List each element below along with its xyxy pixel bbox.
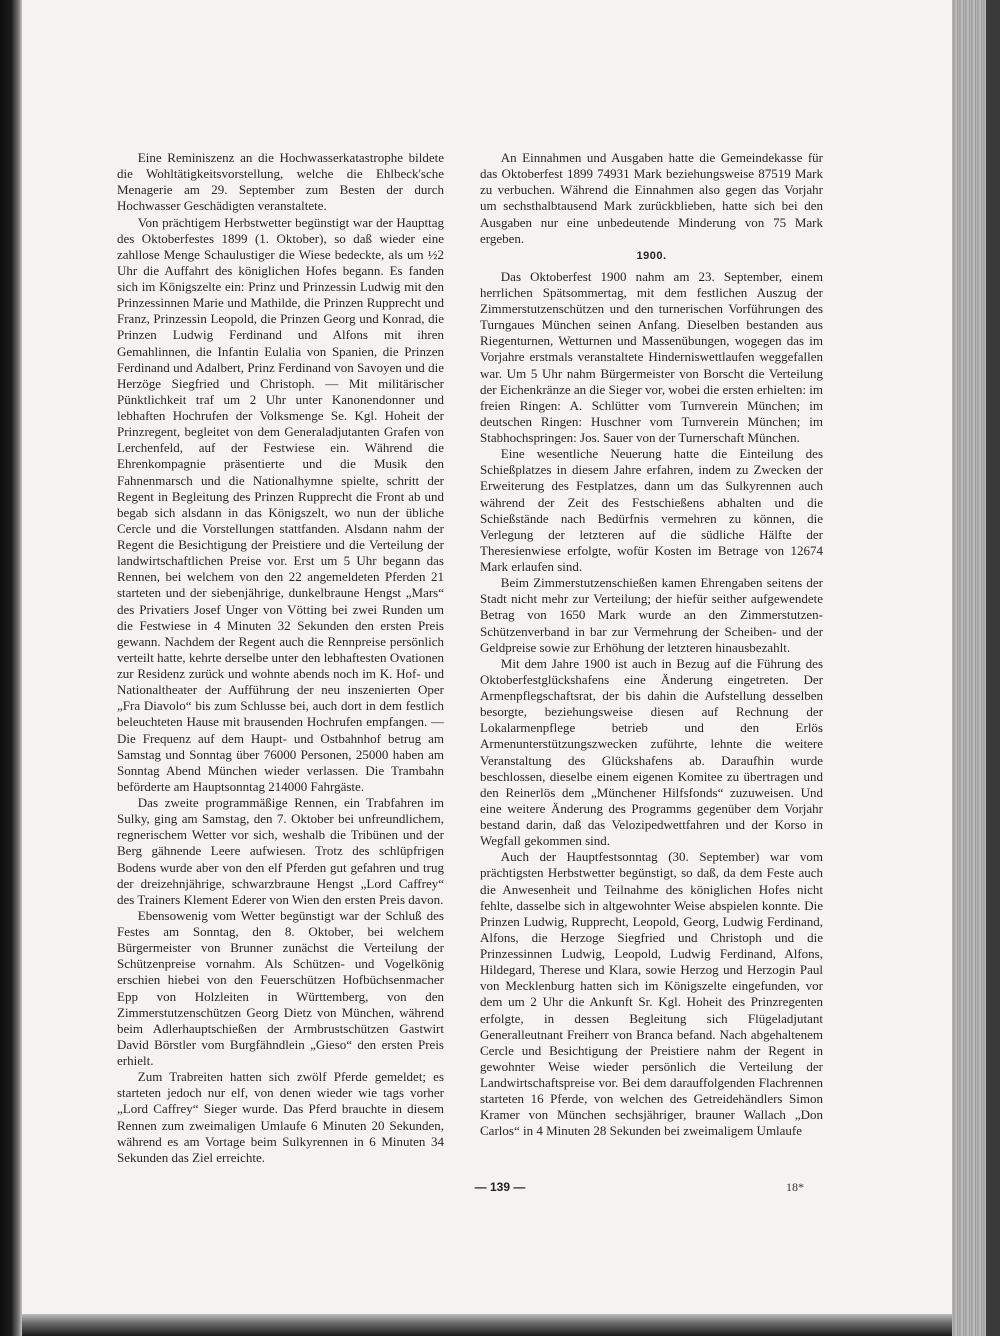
paragraph: Auch der Hauptfestsonntag (30. September) war vom prächtigsten Herbstwetter begünstigt, so daß, da dem Feste auch die Anwesenheit und Teilnahme des königlichen Hofes nicht fehlte, dasselbe sich in altgewohnter Weise abspielen konnte. Die Prinzen Ludwig, Rupprecht, Leopold, Georg, Ludwig Ferdinand, Alfons, die Herzoge Siegfried und Christoph und die Prinzessinnen Ludwig, Leopold, Ludwig Ferdinand, Alfons, Hildegard, Therese und Klara, sowie Herzog und Herzogin Paul von Mecklenburg hatten sich im Königszelte eingefunden, vor dem um 2 Uhr die Ankunft Sr. Kgl. Hoheit des Prinzregenten erfolgte, in dessen Begleitung sich Flügeladjutant Generalleutnant Freiherr von Branca befand. Nach abgehaltenem Cercle und Besichtigung der Preistiere nahm der Regent in gewohnter Weise wieder persönlich die Verteilung der Landwirtschaftspreise vor. Bei dem darauffolgenden Flachrennen starteten 16 Pferde, von welchen des Getreidehändlers Simon Kramer von München sechsjähriger, brauner Wallach „Don Carlos“ in 4 Minuten 28 Sekunden bei zweimaligem Umlaufe [480, 849, 823, 1139]
right-text-column [480, 150, 823, 1140]
signature-mark: 18* [786, 1180, 804, 1194]
binding-edge [0, 0, 22, 1336]
paragraph: Das zweite programmäßige Rennen, ein Trabfahren im Sulky, ging am Samstag, den 7. Oktober bei unfreundlichem, regnerischem Wetter vor sich, weshalb die Tribünen und der Berg gähnende Leere aufwiesen. Trotz des schlüpfrigen Bodens wurde aber von den elf Pferden gut gefahren und trug der dreizehnjährige, schwarzbraune Hengst „Lord Caffrey“ des Trainers Klement Ederer von Wien den ersten Preis davon. [117, 795, 444, 907]
paragraph: Eine Reminiszenz an die Hochwasserkatastrophe bildete die Wohltätigkeitsvorstellung, welche die Ehlbeck'sche Menagerie am 29. September zum Besten der durch Hochwasser Geschädigten veranstaltete. [117, 150, 444, 214]
left-text-column [117, 150, 444, 1166]
paragraph: Zum Trabreiten hatten sich zwölf Pferde gemeldet; es starteten jedoch nur elf, von denen wieder wie tags vorher „Lord Caffrey“ Sieger wurde. Das Pferd brauchte in diesem Rennen zum zweimaligen Umlaufe 6 Minuten 20 Sekunden, während es am Vortage beim Sulkyrennen in 6 Minuten 34 Sekunden das Ziel erreichte. [117, 1069, 444, 1165]
paragraph: Von prächtigem Herbstwetter begünstigt war der Haupttag des Oktoberfestes 1899 (1. Oktober), so daß wieder eine zahllose Menge Schaulustiger die Wiese bedeckte, als um ½2 Uhr die Auffahrt des königlichen Hofes begann. Es fanden sich im Königszelte ein: Prinz und Prinzessin Ludwig mit den Prinzessinnen Marie und Mathilde, die Prinzen Rupprecht und Franz, Prinzessin Leopold, die Prinzen Georg und Konrad, die Prinzen Ludwig Ferdinand und Alfons mit ihren Gemahlinnen, die Infantin Eulalia von Spanien, die Prinzen Ferdinand und Adalbert, Prinz Ferdinand von Savoyen und die Herzöge Siegfried und Christoph. — Mit militärischer Pünktlichkeit traf um 2 Uhr unter Kanonendonner und lebhaften Hochrufen der Volksmenge Se. Kgl. Hoheit der Prinzregent, begleitet von dem Generaladjutanten Grafen von Lerchenfeld, auf der Festwiese ein. Während die Ehrenkompagnie präsentierte und die Musik den Fahnenmarsch und die Nationalhymne spielte, schritt der Regent in Begleitung des Prinzen Rupprecht die Front ab und begab sich alsdann in das Königszelt, wo nun der übliche Cercle und die Vorstellungen stattfanden. Alsdann nahm der Regent die Besichtigung der Preistiere und die Verteilung der landwirtschaftlichen Preise vor. Erst um 5 Uhr begann das Rennen, bei welchem von den 22 angemeldeten Pferden 21 starteten und der siebenjährige, dunkelbraune Hengst „Mars“ des Privatiers Josef Unger von Vötting bei zwei Runden um die Festwiese in 4 Minuten 32 Sekunden den ersten Preis gewann. Nachdem der Regent auch die Rennpreise persönlich verteilt hatte, kehrte derselbe unter den lebhaftesten Ovationen zur Residenz zurück und wohnte abends noch im K. Hof- und Nationaltheater der Aufführung der neu inszenierten Oper „Fra Diavolo“ bis zum Schlusse bei, auch dort in dem festlich beleuchteten Hause mit brausenden Hochrufen empfangen. — Die Frequenz auf dem Haupt- und Ostbahnhof betrug am Samstag und Sonntag über 76000 Personen, 25000 haben am Sonntag Abend München wieder verlassen. Die Trambahn beförderte am Hauptsonntag 214000 Fahrgäste. [117, 214, 444, 794]
paragraph: Eine wesentliche Neuerung hatte die Einteilung des Schießplatzes in diesem Jahre erfahren, indem zu Zwecken der Erweiterung des Festplatzes, dann um das Sulkyrennen auch während der Zeit des Festschießens abhalten und die Schießstände nach Bedürfnis vermehren zu können, die Verlegung der letzteren auf die südliche Hälfte der Theresienwiese erfolgte, wofür Kosten im Betrage von 12674 Mark erlaufen sind. [480, 446, 823, 574]
paragraph: Mit dem Jahre 1900 ist auch in Bezug auf die Führung des Oktoberfestglückshafens eine Änderung eingetreten. Der Armenpflegschaftsrat, der bis dahin die Aufstellung desselben besorgte, beziehungsweise diesen auf Rechnung der Lokalarmenpflege betrieb und den Erlös Armenunterstützungszwecken zuführte, lehnte die weitere Veranstaltung des Glückshafens ab. Daraufhin wurde beschlossen, dieselbe einem eigenen Komitee zu übertragen und den Reinerlös dem „Münchener Hilfsfonds“ zuzuweisen. Und eine weitere Änderung des Programms gegenüber dem Vorjahr bestand darin, daß das Velozipedwettfahren und der Korso in Wegfall gekommen sind. [480, 655, 823, 849]
paragraph: Das Oktoberfest 1900 nahm am 23. September, einem herrlichen Spätsommertag, mit dem festlichen Auszug der Zimmerstutzenschützen und den turnerischen Vorführungen des Turngaues München seinen Anfang. Dieselben bestanden aus Riegenturnen, Wetturnen und Massenübungen, wogegen das im Vorjahre erstmals veranstaltete Hinderniswettlaufen weggefallen war. Um 5 Uhr nahm Bürgermeister von Borscht die Verteilung der Eichenkränze an die Sieger vor, wobei die ersten erhielten: im freien Ringen: A. Schlütter vom Turnverein München; im deutschen Ringen: Huschner vom Turnverein München; im Stabhochspringen: Jos. Sauer von der Turnerschaft München. [480, 268, 823, 445]
paragraph: Beim Zimmerstutzenschießen kamen Ehrengaben seitens der Stadt nicht mehr zur Verteilung; der hiefür seither aufgewendete Betrag von 1650 Mark wurde an den Zimmerstutzen-Schützenverband in bar zur Vermehrung der Scheiben- und der Geldpreise sowie zur Erhöhung der letzteren hinausbezahlt. [480, 575, 823, 655]
page-number: — 139 — [474, 1180, 526, 1194]
section-heading: 1900. [636, 249, 667, 262]
paragraph: Ebensowenig vom Wetter begünstigt war der Schluß des Festes am Sonntag, den 8. Oktober, bei welchem Bürgermeister von Brunner zunächst die Verteilung der Schützenpreise vornahm. Als Schützen- und Vogelkönig erschien hiebei von den Feuerschützen Hofbüchsenmacher Epp von Holzleiten in Württemberg, von den Zimmerstutzenschützen Georg Dietz von München, während beim Adlerhauptschießen der Armbrustschützen Gastwirt David Börstler vom Burgfähndlein „Gieso“ den ersten Preis erhielt. [117, 907, 444, 1068]
page-bottom-edge [22, 1314, 952, 1336]
page-stack-edge [952, 0, 1000, 1336]
paragraph: An Einnahmen und Ausgaben hatte die Gemeindekasse für das Oktoberfest 1899 74931 Mark beziehungsweise 87519 Mark zu verbuchen. Während die Einnahmen also gegen das Vorjahr um sechsthalbtausend Mark zurückblieben, hatte sich bei den Ausgaben nur eine unbedeutende Minderung von 75 Mark ergeben. [480, 150, 823, 246]
